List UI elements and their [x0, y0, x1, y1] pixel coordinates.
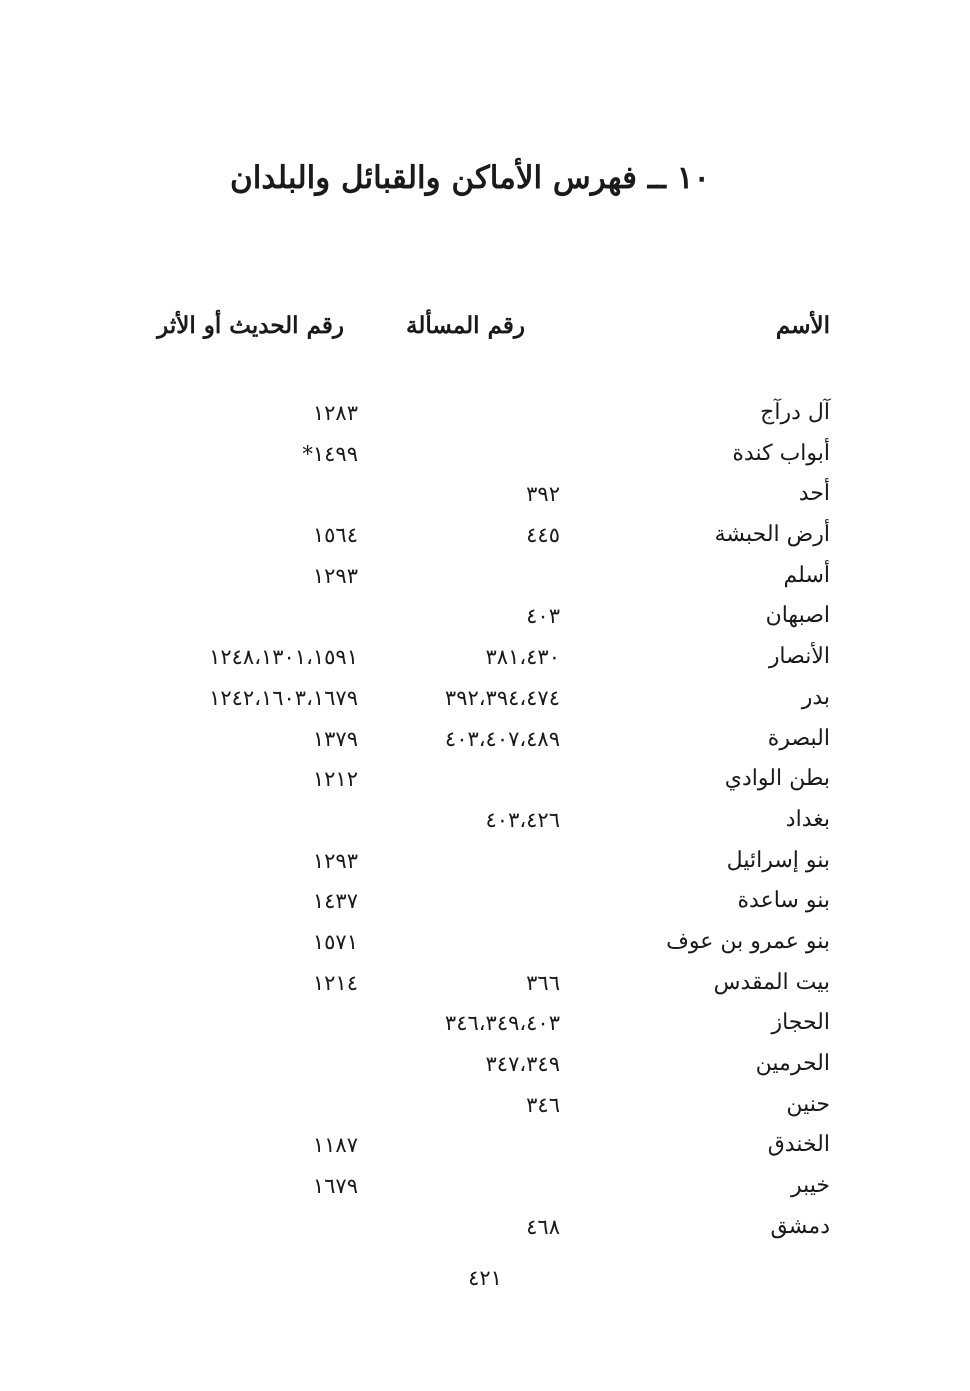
table-row	[0, 680, 970, 721]
table-row	[0, 598, 970, 639]
entry-hadith: ١٣٧٩	[312, 726, 358, 751]
entry-issue: ٣٤٦	[526, 1092, 560, 1117]
entry-issue: ٣٨١،٤٣٠	[485, 645, 560, 670]
entry-hadith: ١٤٣٧	[312, 889, 358, 914]
entry-name: بنو ساعدة	[737, 888, 830, 914]
table-row	[0, 965, 970, 1006]
entry-name: الأنصار	[768, 644, 830, 670]
entry-hadith: ١٢٩٣	[312, 563, 358, 588]
entry-name: حنين	[786, 1091, 830, 1117]
entry-issue: ٤٠٣،٤٢٦	[485, 807, 560, 832]
entry-name: الحجاز	[771, 1010, 830, 1036]
table-row	[0, 436, 970, 477]
entry-name: أسلم	[783, 562, 830, 588]
entry-name: خيبر	[790, 1173, 830, 1199]
entry-issue: ٣٤٧،٣٤٩	[485, 1052, 560, 1076]
table-row	[0, 476, 970, 517]
entry-name: أحد	[798, 481, 830, 507]
table-row	[0, 1209, 970, 1250]
entry-issue: ٤٤٥	[526, 523, 560, 548]
index-table	[0, 395, 970, 1249]
table-row	[0, 1046, 970, 1087]
table-row	[0, 1005, 970, 1046]
entry-hadith: ١٤٩٩*	[302, 441, 358, 466]
entry-hadith: ١١٨٧	[312, 1133, 358, 1158]
entry-name: أبواب كندة	[732, 440, 830, 466]
entry-name: بنو إسرائيل	[726, 847, 830, 873]
page-title: ١٠ ــ فهرس الأماكن والقبائل والبلدان	[229, 160, 711, 196]
table-row	[0, 1168, 970, 1209]
table-row	[0, 1127, 970, 1168]
entry-hadith: ١٢١٤	[312, 970, 358, 995]
entry-issue: ٤٦٨	[526, 1214, 560, 1239]
table-row	[0, 802, 970, 843]
table-row	[0, 924, 970, 965]
entry-name: الخندق	[767, 1132, 830, 1158]
entry-name: اصبهان	[765, 603, 830, 629]
entry-hadith: ١٢٤٨،١٣٠١،١٥٩١	[209, 645, 358, 670]
header-name: الأسم	[775, 312, 830, 339]
entry-hadith: ١٢٩٣	[312, 848, 358, 873]
entry-hadith: ١٢٤٢،١٦٠٣،١٦٧٩	[209, 685, 358, 710]
entry-issue: ٣٩٢،٣٩٤،٤٧٤	[444, 685, 560, 710]
entry-hadith: ١٢١٢	[312, 767, 358, 792]
entry-name: أرض الحبشة	[714, 522, 830, 548]
table-row	[0, 721, 970, 762]
table-row	[0, 1087, 970, 1128]
table-row	[0, 843, 970, 884]
entry-name: الحرمين	[755, 1051, 830, 1076]
entry-name: البصرة	[767, 725, 830, 751]
entry-hadith: ١٢٨٣	[312, 401, 358, 425]
header-hadith-number: رقم الحديث أو الأثر	[157, 312, 344, 339]
entry-issue: ٤٠٣،٤٠٧،٤٨٩	[444, 726, 560, 751]
entry-hadith: ١٥٧١	[312, 929, 358, 954]
entry-issue: ٣٤٦،٣٤٩،٤٠٣	[444, 1011, 560, 1036]
entry-name: آل درآج	[760, 400, 830, 425]
entry-name: بغداد	[785, 806, 830, 832]
table-row	[0, 761, 970, 802]
entry-name: بدر	[801, 684, 830, 710]
table-row	[0, 883, 970, 924]
entry-name: بنو عمرو بن عوف	[666, 928, 830, 954]
table-row	[0, 558, 970, 599]
entry-issue: ٣٩٢	[526, 482, 560, 507]
table-row	[0, 395, 970, 436]
entry-issue: ٤٠٣	[526, 604, 560, 629]
table-header	[0, 312, 970, 352]
entry-name: بطن الوادي	[724, 766, 830, 792]
table-row	[0, 517, 970, 558]
table-row	[0, 639, 970, 680]
entry-hadith: ١٥٦٤	[312, 523, 358, 548]
entry-hadith: ١٦٧٩	[312, 1174, 358, 1199]
page-number: ٤٢١	[468, 1266, 502, 1290]
entry-name: دمشق	[770, 1213, 830, 1239]
entry-name: بيت المقدس	[713, 969, 830, 995]
entry-issue: ٣٦٦	[526, 970, 560, 995]
header-issue-number: رقم المسألة	[406, 312, 525, 339]
